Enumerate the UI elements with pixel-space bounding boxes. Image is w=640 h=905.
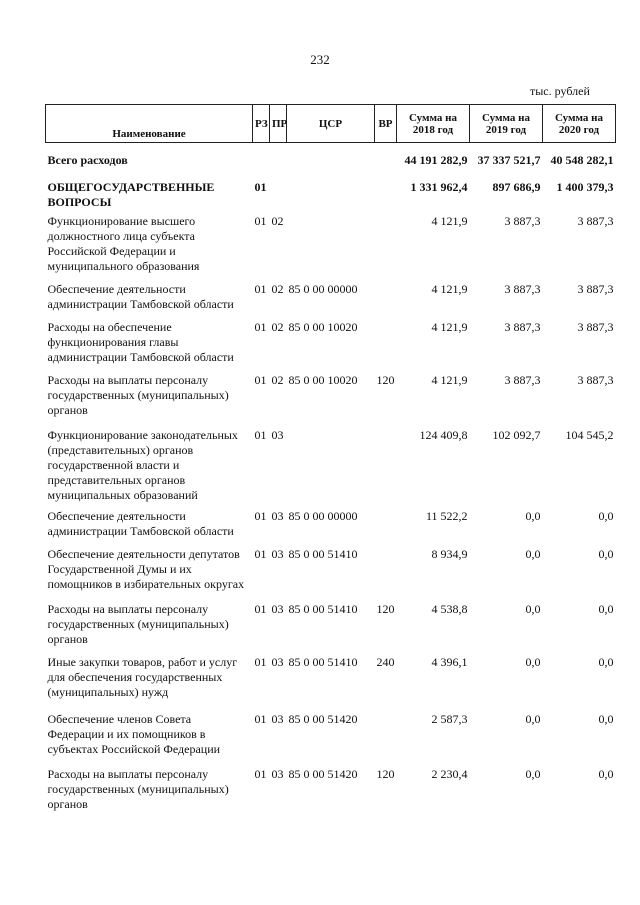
row-sum-2019: 0,0 [525, 602, 541, 616]
row-vr [375, 539, 397, 592]
row-name: Функционирование высшего должностного лица субъекта Российской Федерации и муниципального образования [47, 214, 200, 273]
row-name: Обеспечение деятельности депутатов Государственной Думы и их помощников в избирательных округах [47, 547, 245, 591]
row-vr: 120 [376, 602, 395, 616]
row-name: Обеспечение членов Совета Федерации и их помощников в субъектах Российской Федерации [47, 712, 221, 756]
row-vr [375, 312, 397, 365]
row-name: Всего расходов [47, 153, 128, 167]
row-csr: 85 0 00 10020 [288, 320, 358, 334]
row-sum-2019: 3 887,3 [504, 282, 541, 296]
row-sum-2018: 4 121,9 [431, 320, 468, 334]
row-pr: 03 [271, 547, 284, 561]
table-row [46, 503, 616, 539]
row-sum-2020: 40 548 282,1 [550, 153, 614, 167]
row-pr: 02 [271, 282, 284, 296]
row-pr: 03 [271, 712, 284, 726]
row-csr [287, 168, 375, 210]
table-header [46, 105, 616, 143]
row-csr: 85 0 00 51410 [288, 655, 358, 669]
row-csr: 85 0 00 00000 [288, 282, 358, 296]
row-sum-2020: 3 887,3 [577, 282, 614, 296]
row-pr: 03 [271, 509, 284, 523]
table-row [46, 312, 616, 365]
row-sum-2020: 104 545,2 [565, 428, 614, 442]
row-sum-2020: 0,0 [598, 602, 614, 616]
row-csr: 85 0 00 51420 [288, 767, 358, 781]
row-csr: 85 0 00 51410 [288, 547, 358, 561]
row-sum-2018: 4 121,9 [431, 214, 468, 228]
row-sum-2018: 4 538,8 [431, 602, 468, 616]
row-sum-2019: 3 887,3 [504, 320, 541, 334]
row-vr [375, 274, 397, 312]
table-row [46, 418, 616, 503]
row-sum-2019: 897 686,9 [492, 180, 541, 194]
row-name: Обеспечение деятельности администрации Тамбовской области [47, 282, 234, 311]
table-row [46, 210, 616, 274]
row-pr: 03 [271, 767, 284, 781]
row-sum-2019: 3 887,3 [504, 214, 541, 228]
header-sum-2019: Сумма на 2019 год [470, 105, 543, 143]
row-sum-2019: 0,0 [525, 547, 541, 561]
row-name: Функционирование законодательных (представительных) органов государственной власти и представительных органов муниципальных образований [47, 428, 238, 502]
budget-table [45, 104, 616, 812]
row-sum-2019: 0,0 [525, 509, 541, 523]
row-rz: 01 [254, 180, 267, 194]
row-sum-2020: 0,0 [598, 767, 614, 781]
row-sum-2018: 4 121,9 [431, 282, 468, 296]
table-row [46, 647, 616, 700]
row-sum-2020: 3 887,3 [577, 320, 614, 334]
header-pr: ПР [270, 105, 287, 143]
row-sum-2019: 37 337 521,7 [477, 153, 541, 167]
row-vr: 120 [376, 373, 395, 387]
row-rz: 01 [254, 509, 267, 523]
row-sum-2018: 8 934,9 [431, 547, 468, 561]
row-csr: 85 0 00 10020 [288, 373, 358, 387]
row-rz: 01 [254, 602, 267, 616]
row-pr: 02 [271, 373, 284, 387]
row-pr: 03 [271, 602, 284, 616]
table-row [46, 365, 616, 418]
row-rz: 01 [254, 282, 267, 296]
row-sum-2018: 124 409,8 [419, 428, 468, 442]
row-rz: 01 [254, 214, 267, 228]
row-vr [375, 168, 397, 210]
table-row [46, 592, 616, 647]
table-row [46, 757, 616, 812]
row-csr [287, 418, 375, 503]
table-body [46, 143, 616, 813]
row-csr: 85 0 00 51410 [288, 602, 358, 616]
table-row [46, 274, 616, 312]
row-name: Обеспечение деятельности администрации Тамбовской области [47, 509, 234, 538]
row-csr [287, 143, 375, 169]
row-rz [253, 143, 270, 169]
row-csr: 85 0 00 00000 [288, 509, 358, 523]
row-sum-2018: 1 331 962,4 [410, 180, 468, 194]
row-name: Расходы на обеспечение функционирования главы администрации Тамбовской области [47, 320, 234, 364]
row-name: Расходы на выплаты персоналу государственных (муниципальных) органов [47, 373, 229, 417]
row-rz: 01 [254, 767, 267, 781]
row-rz: 01 [254, 712, 267, 726]
row-name: Расходы на выплаты персоналу государственных (муниципальных) органов [47, 602, 229, 646]
row-rz: 01 [254, 547, 267, 561]
row-csr: 85 0 00 51420 [288, 712, 358, 726]
table-row [46, 168, 616, 210]
row-vr: 240 [376, 655, 395, 669]
row-name: Расходы на выплаты персоналу государственных (муниципальных) органов [47, 767, 229, 811]
row-sum-2020: 3 887,3 [577, 373, 614, 387]
row-rz: 01 [254, 428, 267, 442]
row-sum-2019: 0,0 [525, 767, 541, 781]
row-sum-2020: 1 400 379,3 [556, 180, 614, 194]
units-label: тыс. рублей [530, 84, 590, 98]
header-sum-2018: Сумма на 2018 год [397, 105, 470, 143]
row-sum-2018: 2 587,3 [431, 712, 468, 726]
row-sum-2020: 0,0 [598, 509, 614, 523]
header-vr: ВР [375, 105, 397, 143]
row-pr: 02 [271, 320, 284, 334]
row-sum-2019: 0,0 [525, 655, 541, 669]
row-sum-2018: 44 191 282,9 [404, 153, 468, 167]
row-sum-2020: 3 887,3 [577, 214, 614, 228]
row-name: Иные закупки товаров, работ и услуг для обеспечения государственных (муниципальных) нужд [47, 655, 238, 699]
row-sum-2019: 3 887,3 [504, 373, 541, 387]
row-vr: 120 [376, 767, 395, 781]
row-sum-2019: 0,0 [525, 712, 541, 726]
row-vr [375, 418, 397, 503]
row-sum-2020: 0,0 [598, 712, 614, 726]
row-pr: 03 [271, 428, 284, 442]
row-sum-2018: 11 522,2 [425, 509, 468, 523]
header-sum-2020: Сумма на 2020 год [543, 105, 616, 143]
row-rz: 01 [254, 320, 267, 334]
table-row [46, 539, 616, 592]
row-pr [270, 143, 287, 169]
row-vr [375, 503, 397, 539]
row-sum-2020: 0,0 [598, 547, 614, 561]
header-name: Наименование [46, 105, 253, 143]
row-sum-2019: 102 092,7 [492, 428, 541, 442]
row-sum-2018: 4 121,9 [431, 373, 468, 387]
header-rz: РЗ [253, 105, 270, 143]
row-vr [375, 700, 397, 757]
page-number: 232 [310, 52, 330, 67]
row-sum-2020: 0,0 [598, 655, 614, 669]
row-pr [270, 168, 287, 210]
table-row [46, 143, 616, 169]
row-pr: 03 [271, 655, 284, 669]
row-rz: 01 [254, 655, 267, 669]
row-sum-2018: 4 396,1 [431, 655, 468, 669]
row-name: ОБЩЕГОСУДАРСТВЕННЫЕ ВОПРОСЫ [47, 180, 215, 209]
row-csr [287, 210, 375, 274]
row-vr [375, 143, 397, 169]
row-pr: 02 [271, 214, 284, 228]
header-csr: ЦСР [287, 105, 375, 143]
row-sum-2018: 2 230,4 [431, 767, 468, 781]
row-rz: 01 [254, 373, 267, 387]
row-vr [375, 210, 397, 274]
table-row [46, 700, 616, 757]
